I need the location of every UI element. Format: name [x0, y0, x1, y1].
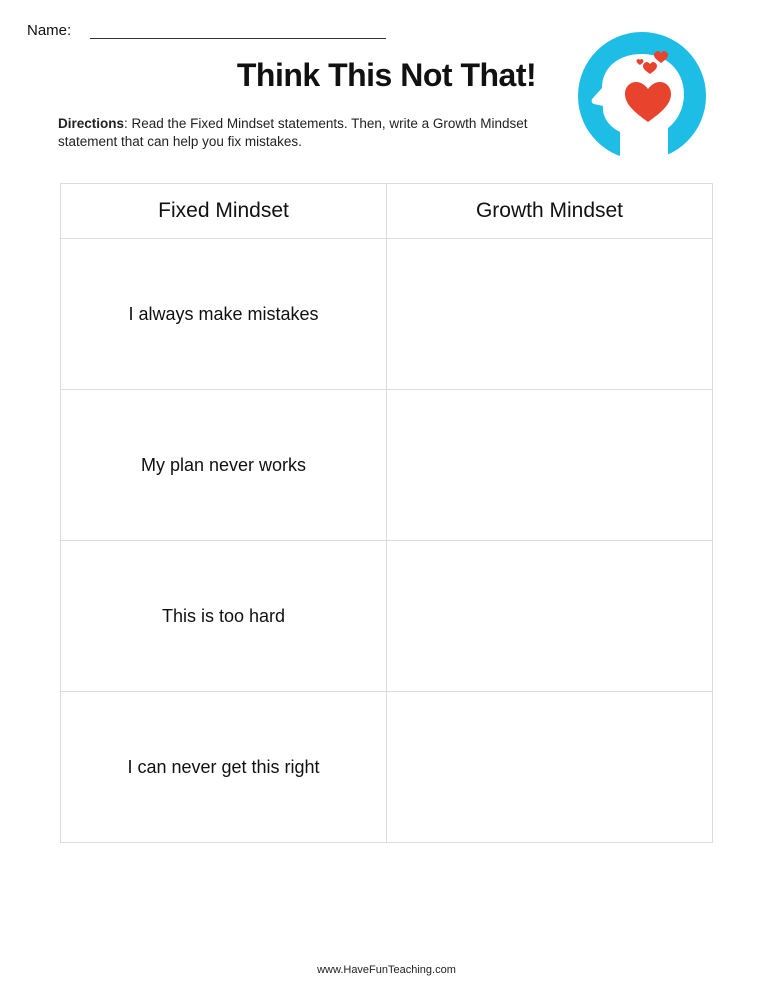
- growth-answer-cell[interactable]: [387, 239, 713, 390]
- head-with-hearts-icon: [578, 32, 706, 160]
- growth-mindset-header: Growth Mindset: [387, 184, 713, 239]
- fixed-statement-cell: I can never get this right: [61, 692, 387, 843]
- directions-text: : Read the Fixed Mindset statements. Then, write a Growth Mindset statement that can help you fix mistakes.: [58, 116, 528, 149]
- directions-label: Directions: [58, 116, 125, 131]
- growth-answer-cell[interactable]: [387, 390, 713, 541]
- table-row: [61, 390, 713, 541]
- name-label: Name:: [27, 22, 72, 39]
- table-row: [61, 239, 713, 390]
- growth-answer-cell[interactable]: [387, 692, 713, 843]
- fixed-mindset-header: Fixed Mindset: [61, 184, 387, 239]
- fixed-statement-cell: I always make mistakes: [61, 239, 387, 390]
- table-header-row: [61, 184, 713, 239]
- table-row: [61, 692, 713, 843]
- page-title: Think This Not That!: [236, 57, 537, 93]
- directions: [58, 115, 578, 151]
- mindset-table: [60, 183, 713, 843]
- fixed-statement-cell: This is too hard: [61, 541, 387, 692]
- fixed-statement-cell: My plan never works: [61, 390, 387, 541]
- name-label-row: [27, 22, 71, 39]
- name-write-line[interactable]: [90, 38, 386, 39]
- footer-url: www.HaveFunTeaching.com: [317, 964, 456, 976]
- growth-answer-cell[interactable]: [387, 541, 713, 692]
- table-row: [61, 541, 713, 692]
